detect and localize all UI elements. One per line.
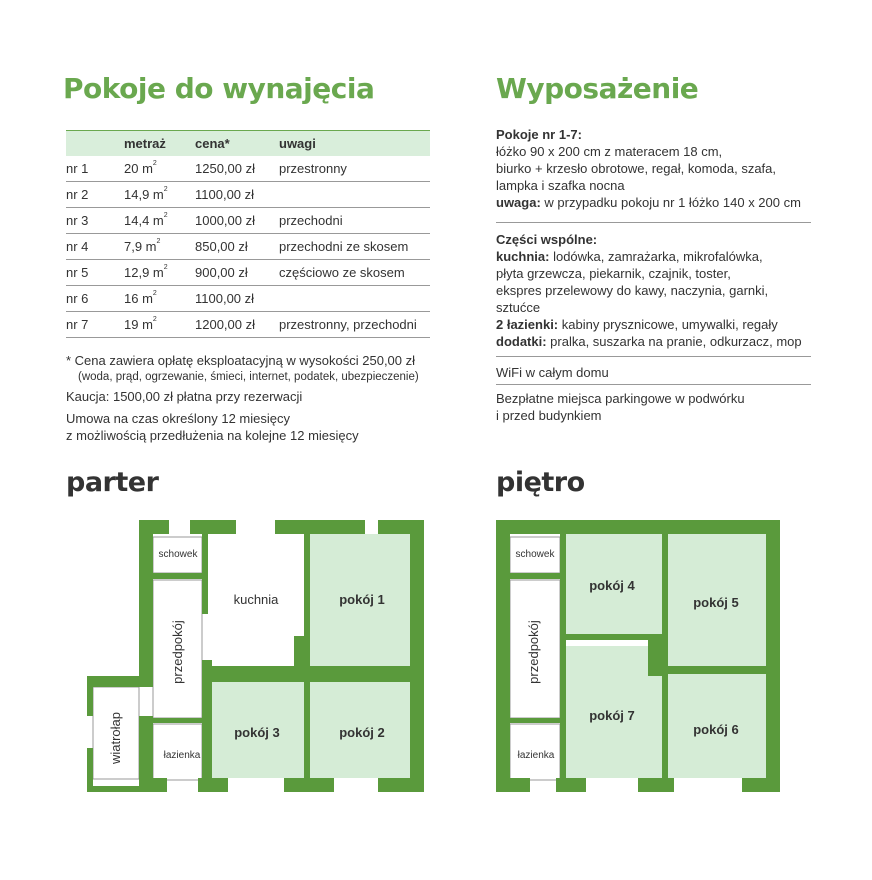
- room-name-text: nr 5: [66, 265, 89, 280]
- label-storage: schowek: [515, 549, 555, 560]
- room-area-text: 20 m: [124, 161, 153, 176]
- parking-line1: Bezpłatne miejsca parkingowe w podwórku: [496, 391, 745, 406]
- room-note-text: przestronny: [279, 161, 347, 176]
- deposit-text: Kaucja: 1500,00 zł płatna przy rezerwacji: [66, 389, 303, 404]
- header-price: cena*: [195, 136, 230, 151]
- room-price-text: 1250,00 zł: [195, 161, 255, 176]
- kitchen-line3: ekspres przelewowy do kawy, naczynia, garnki,: [496, 283, 769, 298]
- room-price-text: 1100,00 zł: [195, 187, 255, 202]
- label-room2: pokój 2: [339, 725, 385, 740]
- room-name-text: nr 4: [66, 239, 89, 254]
- room-note-text: przechodni: [279, 213, 343, 228]
- extras-label: dodatki:: [496, 334, 547, 349]
- contract-line2: z możliwością przedłużenia na kolejne 12 miesięcy: [66, 428, 359, 443]
- label-kitchen: kuchnia: [233, 592, 279, 607]
- area-unit-sup: 2: [163, 264, 168, 271]
- room-note-text: częściowo ze skosem: [279, 265, 405, 280]
- common-label: Części wspólne:: [496, 232, 598, 247]
- label-room4: pokój 4: [589, 578, 635, 593]
- rooms-line2: biurko + krzesło obrotowe, regał, komoda, szafa,: [496, 161, 777, 176]
- wifi-text: WiFi w całym domu: [496, 365, 609, 380]
- contract-line1: Umowa na czas określony 12 miesięcy: [66, 411, 290, 426]
- room-area-text: 12,9 m: [124, 265, 164, 280]
- kitchen-line2: płyta grzewcza, piekarnik, czajnik, toster,: [496, 266, 731, 281]
- area-unit-sup: 2: [152, 290, 157, 297]
- label-room1: pokój 1: [339, 592, 385, 607]
- area-unit-sup: 2: [163, 212, 168, 219]
- area-unit-sup: 2: [152, 160, 157, 167]
- label-hall: przedpokój: [170, 620, 185, 684]
- footnote-line2: (woda, prąd, ogrzewanie, śmieci, internet, podatek, ubezpieczenie): [78, 371, 419, 383]
- header-area: metraż: [124, 136, 166, 151]
- room-price-text: 850,00 zł: [195, 239, 248, 254]
- label-storage: schowek: [158, 549, 198, 560]
- room-price-text: 900,00 zł: [195, 265, 248, 280]
- room-name-text: nr 3: [66, 213, 89, 228]
- area-unit-sup: 2: [156, 238, 161, 245]
- rooms-line1: łóżko 90 x 200 cm z materacem 18 cm,: [496, 144, 723, 159]
- room-area-text: 7,9 m: [124, 239, 157, 254]
- label-room6: pokój 6: [693, 722, 739, 737]
- kitchen-label: kuchnia:: [496, 249, 550, 264]
- rooms-label: Pokoje nr 1-7:: [496, 127, 582, 142]
- bath-text: kabiny prysznicowe, umywalki, regały: [558, 317, 778, 332]
- ground-floor-title: parter: [66, 467, 159, 498]
- area-unit-sup: 2: [163, 186, 168, 193]
- note-label: uwaga:: [496, 195, 541, 210]
- equipment-title: Wyposażenie: [496, 72, 699, 105]
- label-vestibule: wiatrołap: [108, 711, 123, 765]
- room-name-text: nr 7: [66, 317, 89, 332]
- parking-line2: i przed budynkiem: [496, 408, 602, 423]
- room-price-text: 1200,00 zł: [195, 317, 255, 332]
- room-name-text: nr 6: [66, 291, 89, 306]
- extras-text: pralka, suszarka na pranie, odkurzacz, mop: [546, 334, 802, 349]
- label-hall: przedpokój: [526, 620, 541, 684]
- room-price-text: 1100,00 zł: [195, 291, 255, 306]
- bath-label: 2 łazienki:: [496, 317, 559, 332]
- label-bathroom: łazienka: [517, 750, 555, 761]
- room-area-text: 19 m: [124, 317, 153, 332]
- label-room7: pokój 7: [589, 708, 635, 723]
- note-text: w przypadku pokoju nr 1 łóżko 140 x 200 cm: [540, 195, 801, 210]
- room-area-text: 14,4 m: [124, 213, 164, 228]
- room-note-text: przestronny, przechodni: [279, 317, 417, 332]
- label-room3: pokój 3: [234, 725, 280, 740]
- footnote-line1: * Cena zawiera opłatę eksploatacyjną w wysokości 250,00 zł: [66, 353, 416, 368]
- label-room5: pokój 5: [693, 595, 739, 610]
- header-notes: uwagi: [279, 136, 316, 151]
- room-area-text: 16 m: [124, 291, 153, 306]
- room-name-text: nr 2: [66, 187, 89, 202]
- rooms-title: Pokoje do wynajęcia: [63, 72, 375, 105]
- room-price-text: 1000,00 zł: [195, 213, 255, 228]
- area-unit-sup: 2: [152, 316, 157, 323]
- room-note-text: przechodni ze skosem: [279, 239, 409, 254]
- label-bathroom: łazienka: [163, 750, 201, 761]
- upper-floor-title: piętro: [496, 467, 585, 498]
- room-area-text: 14,9 m: [124, 187, 164, 202]
- rooms-line3: lampka i szafka nocna: [496, 178, 625, 193]
- kitchen-line1: lodówka, zamrażarka, mikrofalówka,: [549, 249, 763, 264]
- kitchen-line4: sztućce: [496, 300, 541, 315]
- room-name-text: nr 1: [66, 161, 89, 176]
